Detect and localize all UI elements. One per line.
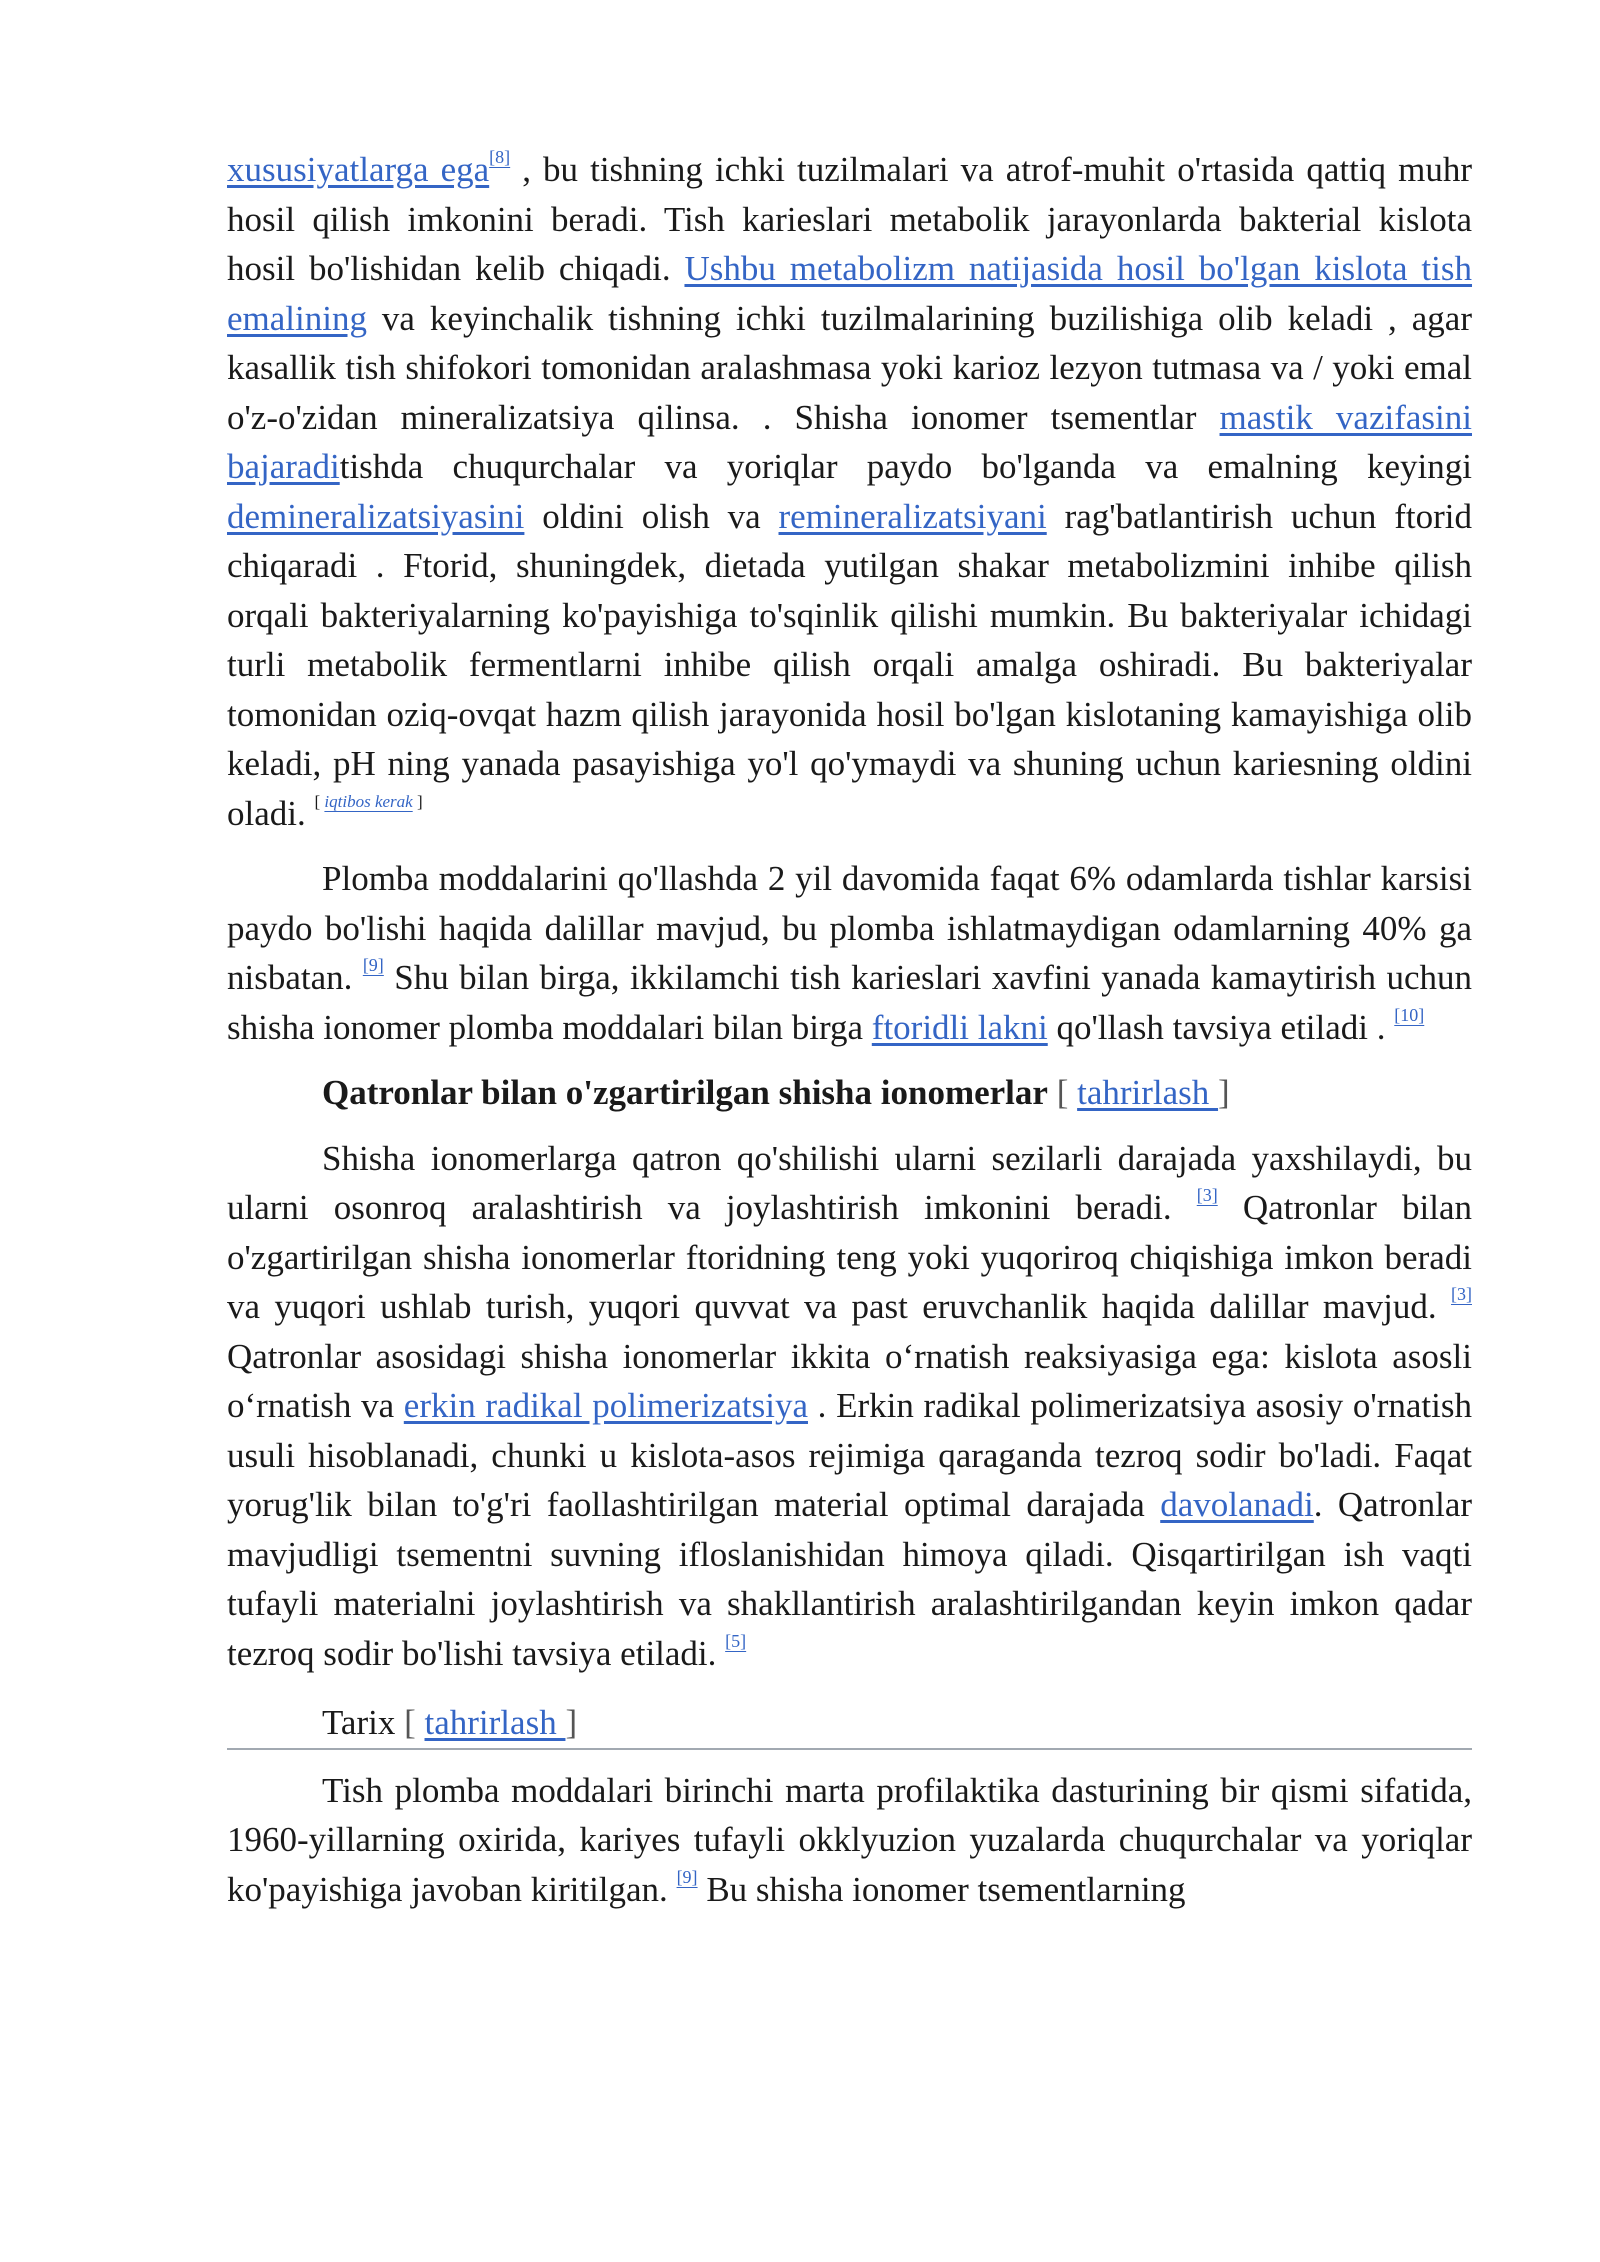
link-remineralizatsiya[interactable]: remineralizatsiyani [778, 496, 1047, 536]
paragraph-3 [227, 1134, 1472, 1679]
section-heading-tarix [227, 1698, 1472, 1750]
citation-3[interactable]: [3] [1196, 1185, 1218, 1205]
link-davolanadi[interactable]: davolanadi [1160, 1485, 1314, 1524]
citation-10[interactable]: [10] [1394, 1004, 1425, 1025]
citation-needed: [ iqtibos kerak ] [314, 791, 423, 811]
text: , bu tishning ichki tuzilmalari va atrof-muhit o'rtasida qattiq muhr hosil qilish imkonini beradi. Tish karieslari metabolik jarayonlarda bakterial kislota hosil bo'lishidan kelib chiqadi. [227, 150, 1472, 288]
edit-link[interactable]: tahrirlash [1077, 1073, 1219, 1112]
edit-section: [ tahrirlash ] [1047, 1073, 1230, 1112]
paragraph-2 [227, 854, 1472, 1052]
text: oldini olish va [524, 496, 779, 536]
text: rag'batlantirish uchun ftorid chiqaradi . Ftorid, shuningdek, dietada yutilgan shakar metabolizmini inhibe qilish orqali bakteriyalarning ko'payishiga to'sqinlik qilishi mumkin. Bu bakteriyalar ichidagi turli metabolik fermentlarni inhibe qilish orqali amalga oshiradi. Bu bakteriyalar tomonidan oziq-ovqat hazm qilish jarayonida hosil bo'lgan kislotaning kamayishiga olib keladi, pH ning yanada pasayishiga yo'l qo'ymaydi va shuning uchun kariesning oldini oladi. [227, 496, 1472, 833]
text: Plomba moddalarini qo'llashda 2 yil davomida faqat 6% odamlarda tishlar karsisi paydo bo'lishi haqida dalillar mavjud, bu plomba ishlatmaydigan odamlarning 40% ga nisbatan. [227, 859, 1472, 997]
text: . Erkin radikal polimerizatsiya asosiy o'rnatish usuli hisoblanadi, chunki u kislota-asos rejimiga qaraganda tezroq sodir bo'ladi. Faqat yorug'lik bilan to'g'ri faollashtirilgan material optimal darajada [227, 1386, 1472, 1524]
citation-9[interactable]: [9] [362, 955, 384, 975]
text: Qatronlar bilan o'zgartirilgan shisha ionomerlar ftoridning teng yoki yuqoriroq chiqishiga imkon beradi va yuqori ushlab turish, yuqori quvvat va past eruvchanlik haqida dalillar mavjud. [227, 1188, 1472, 1326]
citation-5[interactable]: [5] [725, 1630, 747, 1651]
paragraph-1 [227, 145, 1472, 838]
citation-8[interactable]: [8] [489, 147, 511, 167]
link-metabolizm-kislota[interactable]: Ushbu metabolizm natijasida hosil bo'lgan kislota tish emalining [227, 249, 1473, 338]
text: Qatronlar asosidagi shisha ionomerlar ikkita o‘rnatish reaksiyasiga ega: kislota asosli o‘rnatish va [227, 1336, 1472, 1425]
text: Shu bilan birga, ikkilamchi tish karieslari xavfini yanada kamaytirish uchun shisha ionomer plomba moddalari bilan birga [227, 958, 1472, 1047]
citation-3[interactable]: [3] [1451, 1284, 1472, 1304]
text: Bu shisha ionomer tsementlarning [697, 1869, 1186, 1909]
article-page [227, 145, 1472, 1914]
link-demineralizatsiya[interactable]: demineralizatsiyasini [227, 496, 525, 536]
citation-9[interactable]: [9] [676, 1866, 698, 1887]
heading-title: Tarix [322, 1703, 396, 1742]
section-heading-resin-modified [227, 1068, 1472, 1118]
heading-title: Qatronlar bilan o'zgartirilgan shisha ionomerlar [322, 1073, 1048, 1112]
link-ftoridli-lak[interactable]: ftoridli lakni [871, 1007, 1048, 1047]
text: va keyinchalik tishning ichki tuzilmalarining buzilishiga olib keladi , agar kasallik tish shifokori tomonidan aralashmasa yoki karioz lezyon tutmasa va / yoki emal o'z-o'zidan mineralizatsiya qilinsa. . Shisha ionomer tsementlar [227, 298, 1472, 437]
edit-section: [ tahrirlash ] [395, 1703, 578, 1742]
text: Shisha ionomerlarga qatron qo'shilishi ularni sezilarli darajada yaxshilaydi, bu ularni osonroq aralashtirish va joylashtirish imkonini beradi. [227, 1138, 1472, 1227]
link-mastik[interactable]: mastik vazifasini bajaradi [227, 397, 1472, 486]
text: qo'llash tavsiya etiladi . [1047, 1007, 1395, 1047]
text: tishda chuqurchalar va yoriqlar paydo bo'lganda va emalning keyingi [339, 447, 1472, 486]
edit-link[interactable]: tahrirlash [424, 1703, 566, 1742]
link-xususiyatlarga-ega[interactable]: xususiyatlarga ega [227, 150, 490, 189]
link-erkin-radikal[interactable]: erkin radikal polimerizatsiya [403, 1386, 808, 1425]
text: Tish plomba moddalari birinchi marta profilaktika dasturining bir qismi sifatida, 1960-yillarning oxirida, kariyes tufayli okklyuzion yuzalarda chuqurchalar va yoriqlar ko'payishiga javoban kiritilgan. [227, 1770, 1472, 1909]
paragraph-4 [227, 1766, 1472, 1915]
citation-needed-link[interactable]: iqtibos kerak [324, 791, 413, 811]
text: . Qatronlar mavjudligi tsementni suvning ifloslanishidan himoya qiladi. Qisqartirilgan ish vaqti tufayli materialni joylashtirish va shakllantirish aralashtirilgandan keyin imkon qadar tezroq sodir bo'lishi tavsiya etiladi. [227, 1485, 1473, 1673]
